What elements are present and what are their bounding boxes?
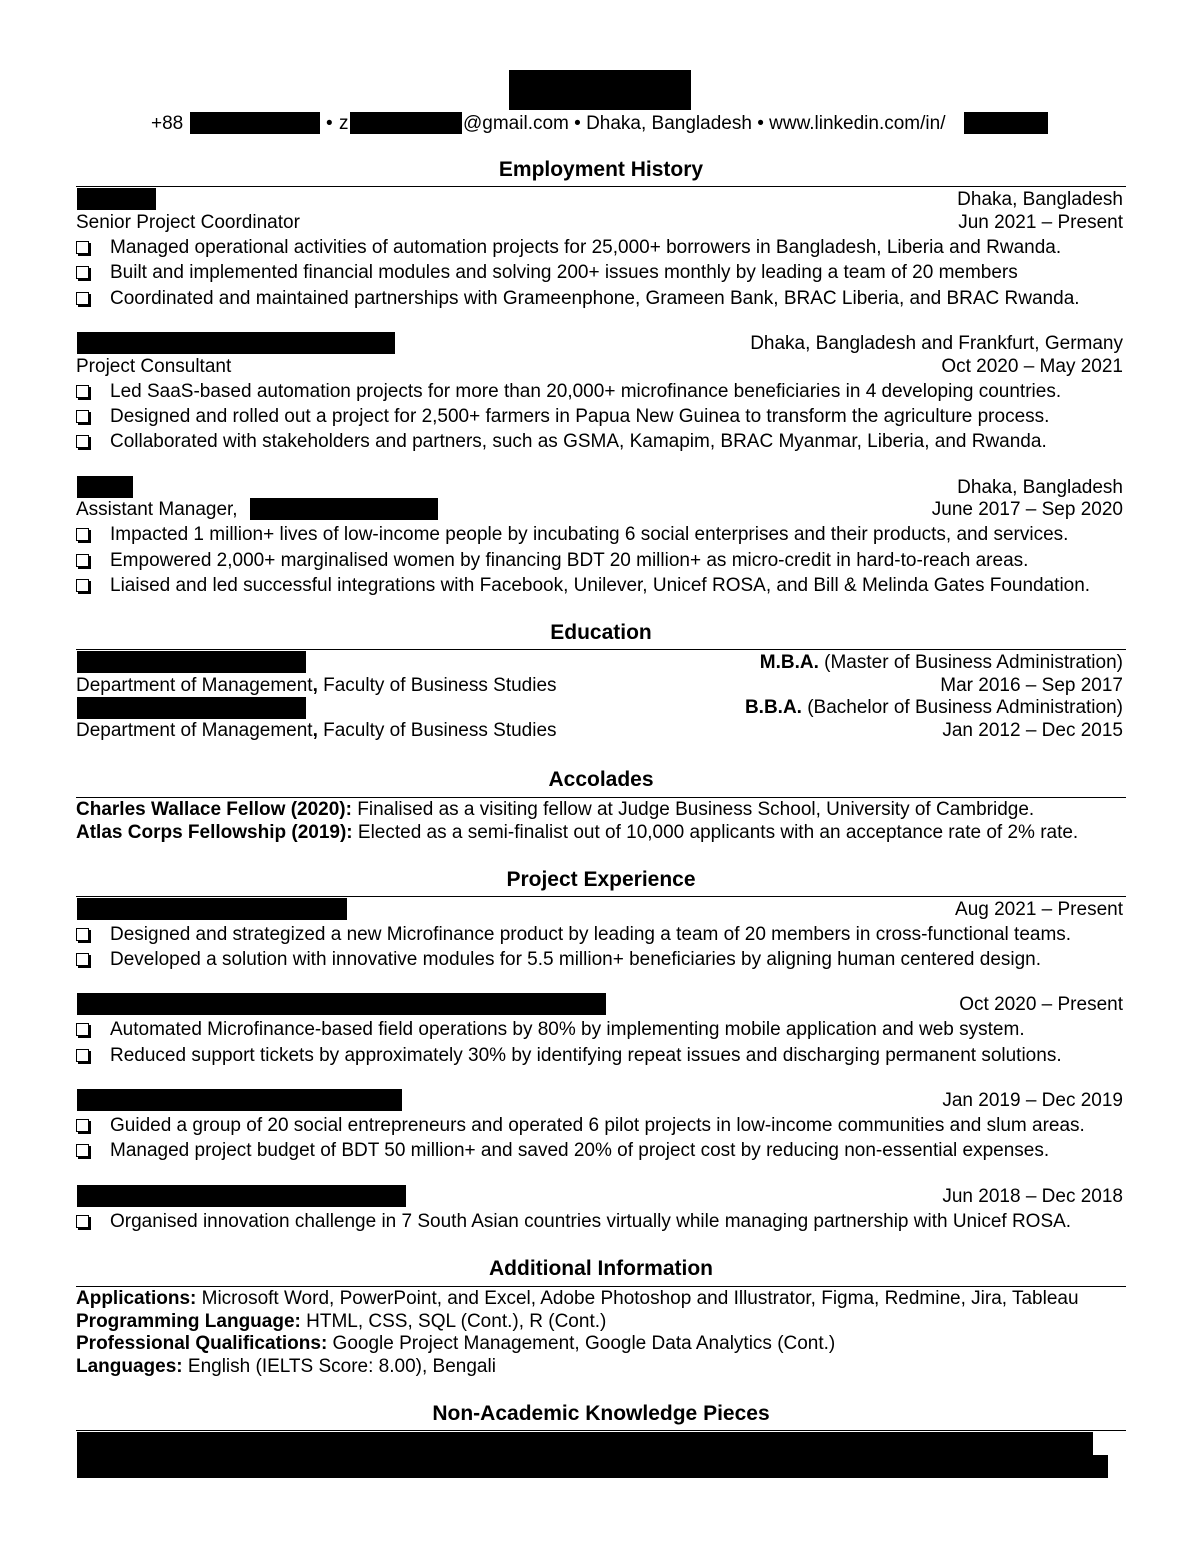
list-item: Guided a group of 20 social entrepreneurs and operated 6 pilot projects in low-income communities and slum areas. [76, 1115, 1085, 1137]
non-academic-redaction [77, 1432, 1093, 1478]
list-item: Managed operational activities of automation projects for 25,000+ borrowers in Bangladesh, Liberia and Rwanda. [76, 237, 1061, 259]
projects-rule [76, 896, 1126, 897]
additional-item: Applications: Microsoft Word, PowerPoint, and Excel, Adobe Photoshop and Illustrator, Figma, Redmine, Jira, Tableau [76, 1288, 1079, 1309]
phone-redaction [190, 112, 320, 134]
degree: B.B.A. (Bachelor of Business Administration) [744, 697, 1123, 718]
list-item: Developed a solution with innovative modules for 5.5 million+ beneficiaries by aligning human centered design. [76, 949, 1041, 971]
education-rule [76, 649, 1126, 650]
checkbox-bullet-icon [76, 1215, 89, 1228]
accolades-rule [76, 797, 1126, 798]
non-academic-rule [76, 1430, 1126, 1431]
education-dates: Mar 2016 – Sep 2017 [940, 675, 1123, 696]
checkbox-bullet-icon [76, 410, 89, 423]
contact-line: @gmail.com • Dhaka, Bangladesh • www.linkedin.com/in/ [463, 113, 946, 134]
additional-item: Programming Language: HTML, CSS, SQL (Cont.), R (Cont.) [76, 1311, 607, 1332]
list-item: Managed project budget of BDT 50 million+ and saved 20% of project cost by reducing non-essential expenses. [76, 1140, 1049, 1162]
list-item: Empowered 2,000+ marginalised women by financing BDT 20 million+ as micro-credit in hard-to-reach areas. [76, 550, 1028, 572]
list-item: Designed and rolled out a project for 2,500+ farmers in Papua New Guinea to transform the agriculture process. [76, 406, 1049, 428]
checkbox-bullet-icon [76, 241, 89, 254]
additional-item: Professional Qualifications: Google Project Management, Google Data Analytics (Cont.) [76, 1333, 836, 1354]
checkbox-bullet-icon [76, 554, 89, 567]
employer-redaction [77, 476, 133, 498]
list-item: Reduced support tickets by approximately 30% by identifying repeat issues and discharging permanent solutions. [76, 1045, 1062, 1067]
employer-redaction [250, 498, 438, 520]
checkbox-bullet-icon [76, 1144, 89, 1157]
education-heading: Education [550, 621, 652, 644]
additional-heading: Additional Information [489, 1257, 713, 1280]
job-role: Assistant Manager, [76, 499, 238, 520]
phone-prefix: +88 [151, 113, 184, 134]
checkbox-bullet-icon [76, 928, 89, 941]
list-item: Impacted 1 million+ lives of low-income people by incubating 6 social enterprises and their products, and services. [76, 524, 1068, 546]
list-item: Organised innovation challenge in 7 South Asian countries virtually while managing partnership with Unicef ROSA. [76, 1211, 1071, 1233]
project-dates: Aug 2021 – Present [955, 899, 1123, 920]
employment-heading: Employment History [498, 158, 704, 181]
job-dates: Oct 2020 – May 2021 [941, 356, 1123, 377]
email-prefix: z [339, 113, 349, 134]
job-location: Dhaka, Bangladesh and Frankfurt, Germany [750, 333, 1123, 354]
employer-redaction [77, 332, 395, 354]
list-item: Coordinated and maintained partnerships with Grameenphone, Grameen Bank, BRAC Liberia, and BRAC Rwanda. [76, 288, 1080, 310]
email-redaction [350, 112, 462, 134]
list-item: Collaborated with stakeholders and partners, such as GSMA, Kamapim, BRAC Myanmar, Liberia, and Rwanda. [76, 431, 1047, 453]
education-dates: Jan 2012 – Dec 2015 [942, 720, 1123, 741]
list-item: Led SaaS-based automation projects for more than 20,000+ microfinance beneficiaries in 4 developing countries. [76, 381, 1061, 403]
additional-rule [76, 1286, 1126, 1287]
job-location: Dhaka, Bangladesh [957, 189, 1123, 210]
linkedin-redaction [964, 112, 1048, 134]
project-dates: Jan 2019 – Dec 2019 [942, 1090, 1123, 1111]
non-academic-heading: Non-Academic Knowledge Pieces [432, 1402, 770, 1425]
list-item: Built and implemented financial modules and solving 200+ issues monthly by leading a team of 20 members [76, 262, 1018, 284]
checkbox-bullet-icon [76, 1049, 89, 1062]
checkbox-bullet-icon [76, 266, 89, 279]
list-item: Automated Microfinance-based field operations by 80% by implementing mobile application and web system. [76, 1019, 1025, 1041]
checkbox-bullet-icon [76, 435, 89, 448]
employment-rule [76, 186, 1126, 187]
job-location: Dhaka, Bangladesh [957, 477, 1123, 498]
checkbox-bullet-icon [76, 1023, 89, 1036]
job-role: Senior Project Coordinator [76, 212, 300, 233]
job-dates: Jun 2021 – Present [958, 212, 1123, 233]
checkbox-bullet-icon [76, 1119, 89, 1132]
project-name-redaction [77, 1185, 406, 1207]
checkbox-bullet-icon [76, 528, 89, 541]
project-dates: Oct 2020 – Present [959, 994, 1123, 1015]
checkbox-bullet-icon [76, 292, 89, 305]
checkbox-bullet-icon [76, 953, 89, 966]
department: Department of Management, Faculty of Business Studies [76, 675, 557, 696]
degree: M.B.A. (Master of Business Administration) [759, 652, 1123, 673]
university-redaction [77, 651, 306, 673]
name-redaction [509, 70, 691, 110]
job-role: Project Consultant [76, 356, 232, 377]
list-item: Liaised and led successful integrations with Facebook, Unilever, Unicef ROSA, and Bill & Melinda Gates Foundation. [76, 575, 1090, 597]
project-name-redaction [77, 898, 347, 920]
project-dates: Jun 2018 – Dec 2018 [942, 1186, 1123, 1207]
contact-separator: • [326, 113, 333, 134]
non-academic-redaction [1093, 1455, 1108, 1478]
university-redaction [77, 697, 306, 719]
project-name-redaction [77, 993, 606, 1015]
department: Department of Management, Faculty of Business Studies [76, 720, 557, 741]
list-item: Designed and strategized a new Microfinance product by leading a team of 20 members in cross-functional teams. [76, 924, 1071, 946]
accolades-heading: Accolades [548, 768, 654, 791]
project-name-redaction [77, 1089, 402, 1111]
accolade-item: Charles Wallace Fellow (2020): Finalised as a visiting fellow at Judge Business School, University of Cambridge. [76, 799, 1035, 820]
projects-heading: Project Experience [506, 868, 696, 891]
additional-item: Languages: English (IELTS Score: 8.00), Bengali [76, 1356, 496, 1377]
accolade-item: Atlas Corps Fellowship (2019): Elected as a semi-finalist out of 10,000 applicants with an acceptance rate of 2% rate. [76, 822, 1079, 843]
employer-redaction [77, 188, 156, 210]
checkbox-bullet-icon [76, 579, 89, 592]
job-dates: June 2017 – Sep 2020 [931, 499, 1123, 520]
checkbox-bullet-icon [76, 385, 89, 398]
